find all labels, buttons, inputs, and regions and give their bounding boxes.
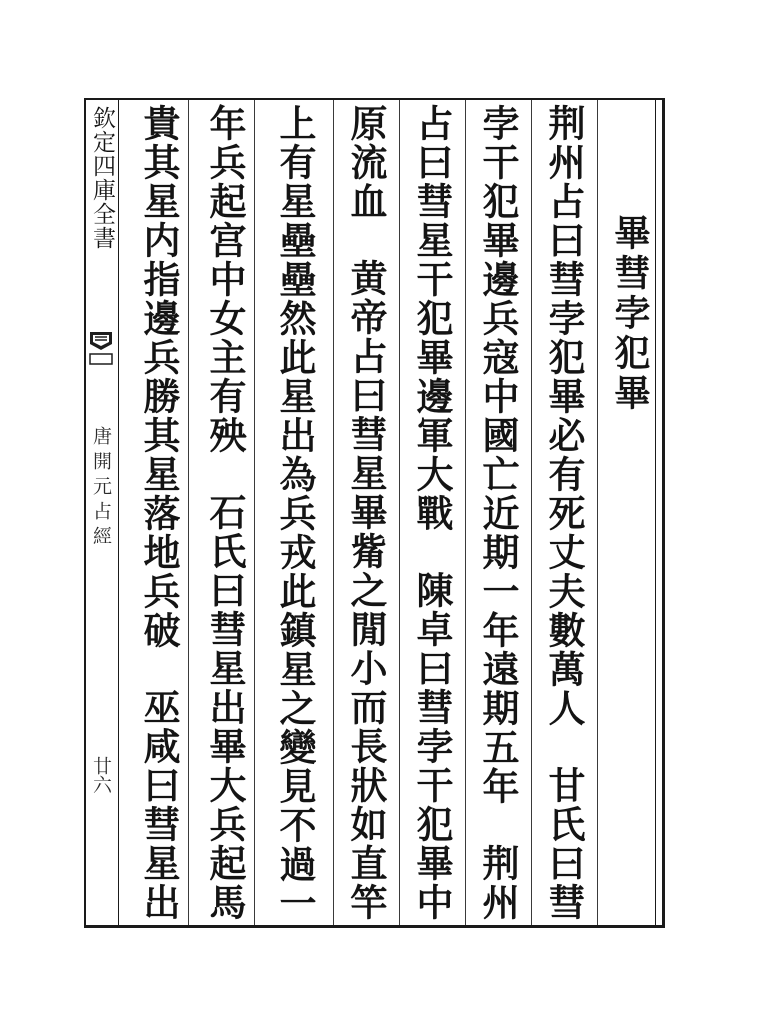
text-column-6: [200, 104, 250, 922]
frame-top-rule: [84, 98, 665, 100]
text-column-1: [539, 104, 589, 922]
margin-divider-rule: [118, 100, 119, 926]
text-column-5: [270, 104, 320, 923]
text-column-2: [473, 104, 523, 922]
column-divider: [188, 100, 189, 925]
section-heading: 畢彗孛犯畢: [609, 214, 651, 414]
text-segment: 年兵起宫中女主有殃: [203, 104, 247, 455]
text-segment: 黄帝占曰彗星畢觜之閒小而長狀如直竿: [344, 259, 388, 922]
text-segment: 荆州: [476, 844, 520, 922]
margin-book-title: 唐開元占經: [90, 426, 112, 551]
margin-column: [84, 100, 118, 925]
text-segment: 巫咸曰彗星出: [137, 688, 181, 922]
frame-right-inner-rule: [655, 100, 656, 926]
column-divider: [597, 100, 598, 925]
margin-header: 欽定四庫全書: [89, 106, 115, 250]
margin-page-number: 廿六: [90, 756, 112, 794]
text-segment: 荆州占曰彗孛犯畢必有死丈夫數萬人: [542, 104, 586, 728]
column-divider: [333, 100, 334, 925]
column-divider: [465, 100, 466, 925]
column-divider: [399, 100, 400, 925]
text-column-3: [407, 104, 457, 922]
text-column-7: [134, 104, 184, 922]
text-segment: 占曰彗星干犯畢邊軍大戰: [410, 104, 454, 533]
text-segment: 甘氏曰彗: [542, 766, 586, 922]
fish-tail-mark-icon: [87, 330, 115, 366]
text-column-4: [341, 104, 391, 922]
frame-right-outer-rule: [662, 98, 665, 928]
text-segment: 上有星壘壘然此星出為兵戎此鎮星之變見不過一: [273, 104, 317, 923]
text-segment: 石氏曰彗星出畢大兵起馬: [203, 493, 247, 922]
text-segment: 原流血: [344, 104, 388, 221]
text-segment: 孛干犯畢邊兵寇中國亡近期一年遠期五年: [476, 104, 520, 806]
column-divider: [531, 100, 532, 925]
text-segment: 貴其星内指邊兵勝其星落地兵破: [137, 104, 181, 650]
frame-bottom-rule: [84, 925, 665, 928]
text-segment: 陳卓曰彗孛干犯畢中: [410, 571, 454, 922]
column-divider: [254, 100, 255, 925]
